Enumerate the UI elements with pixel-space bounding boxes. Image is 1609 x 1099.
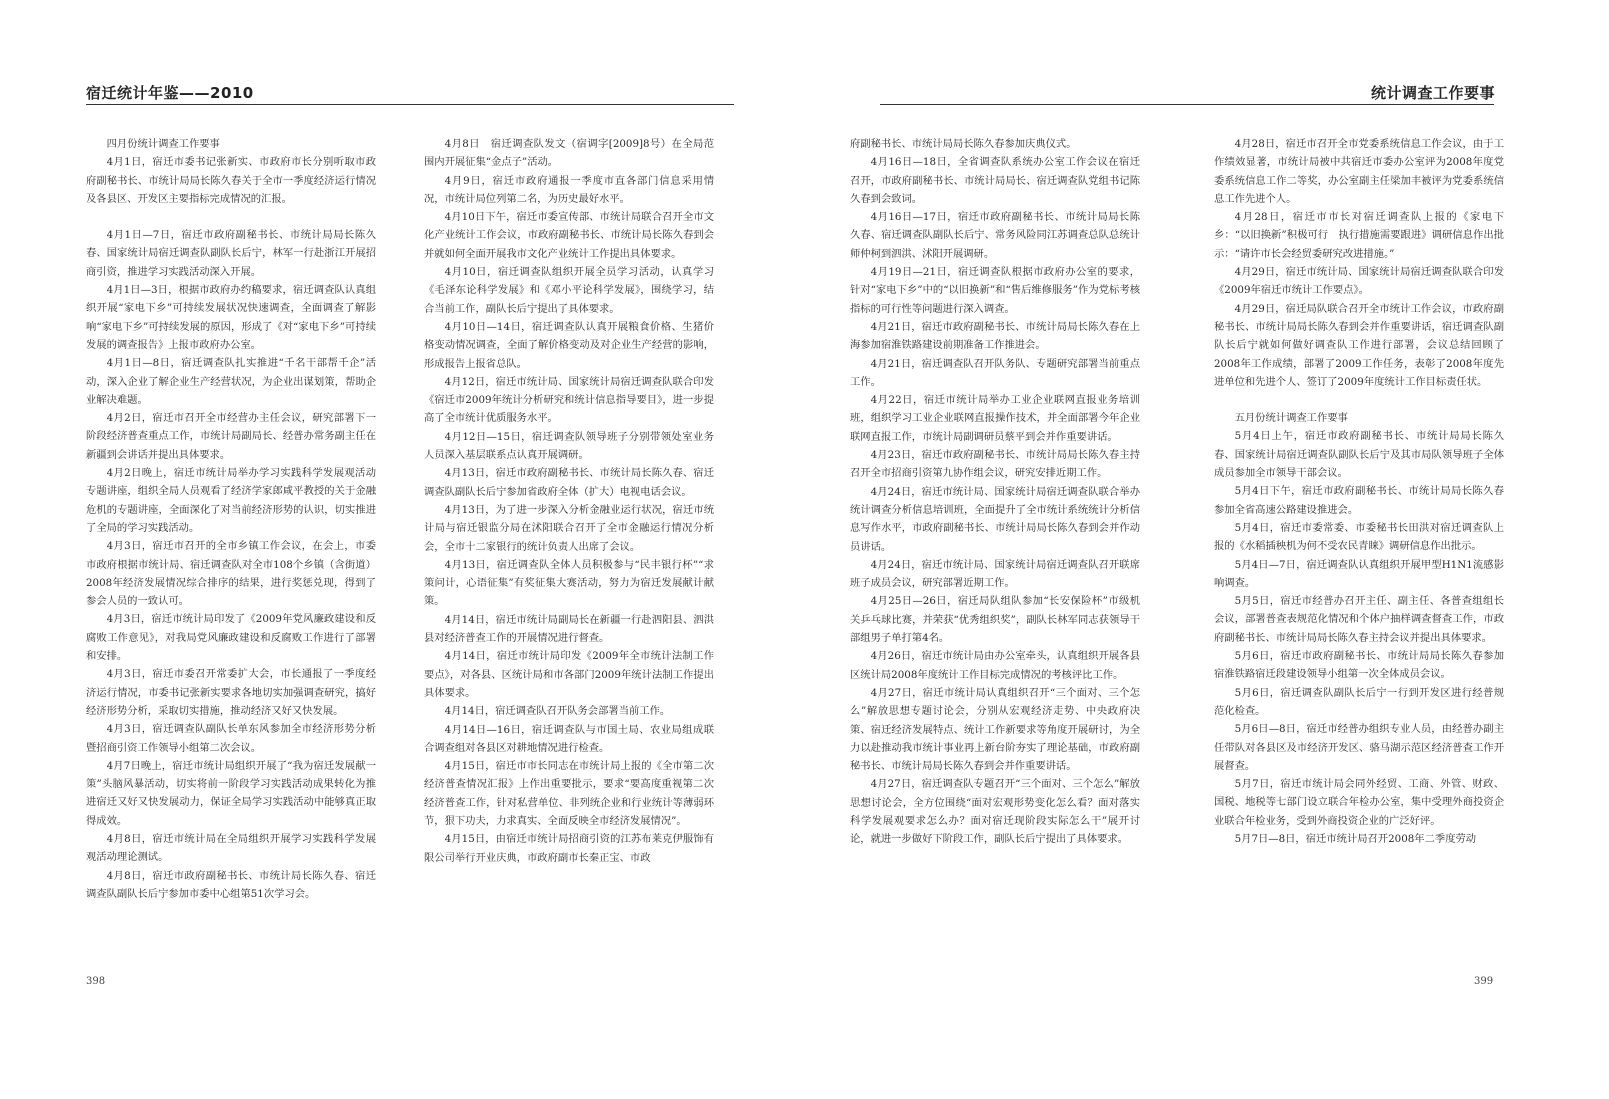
paragraph: 4月26日，宿迁市统计局由办公室牵头，认真组织开展各县区统计局2008年度统计工作目标完成情况的考核评比工作。	[850, 650, 1140, 681]
paragraph: 4月1日，宿迁市委书记张新实、市政府市长分别听取市政府副秘书长、市统计局局长陈久春关于全市一季度经济运行情况及各县区、开发区主要指标完成情况的汇报。	[86, 156, 376, 205]
paragraph: 5月7日—8日，宿迁市统计局召开2008年二季度劳动	[1234, 832, 1477, 845]
page-number-left: 398	[86, 976, 106, 987]
paragraph: 5月4日上午，宿迁市政府副秘书长、市统计局局长陈久春、国家统计局宿迁调查队副队长后宁及其市局队领导班子全体成员参加全市领导干部会议。	[1214, 430, 1504, 480]
paragraph: 4月27日，宿迁调查队专题召开“三个面对、三个怎么”解放思想讨论会，全方位围绕“面对宏观形势变化怎么看？面对落实科学发展观要求怎么办？面对宿迁现阶段实际怎么干”展开讨论，就进一步做好下阶段工作，副队长后宁提出了具体要求。	[850, 778, 1140, 846]
paragraph: 5月4日下午，宿迁市政府副秘书长、市统计局局长陈久春参加全省高速公路建设推进会。	[1214, 485, 1504, 516]
header-rule	[86, 104, 734, 105]
paragraph: 4月24日，宿迁市统计局、国家统计局宿迁调查队召开联席班子成员会议，研究部署近期工作。	[850, 558, 1140, 590]
paragraph: 4月13日，为了进一步深入分析金融业运行状况，宿迁市统计局与宿迁银监分局在沭阳联合召开了全市金融运行情况分析会，全市十二家银行的统计负责人出席了会议。	[424, 503, 714, 553]
paragraph: 4月28日，宿迁市市长对宿迁调查队上报的《家电下乡：“以旧换新”积极可行 执行措施需要跟进》调研信息作出批示：“请许市长会经贸委研究改进措施。”	[1214, 211, 1504, 260]
paragraph: 4月14日，宿迁市统计局副局长在新疆一行赴泗阳县、泗洪县对经济普查工作的开展情况进行督查。	[424, 613, 714, 645]
paragraph: 4月16日—17日，宿迁市政府副秘书长、市统计局局长陈久春、宿迁调查队副队长后宁、常务风险同江苏调查总队总统计师仲柯到泗洪、沭阳开展调研。	[850, 211, 1140, 260]
paragraph: 4月2日，宿迁市召开全市经营办主任会议，研究部署下一阶段经济普查重点工作，市统计局副局长、经普办常务副主任在新疆到会讲话并提出具体要求。	[86, 412, 376, 461]
paragraph: 5月6日—8日，宿迁市经普办组织专业人员，由经普办副主任带队对各县区及市经济开发区、骆马湖示范区经济普查工作开展督查。	[1214, 723, 1504, 772]
paragraph: 5月5日，宿迁市经普办召开主任、副主任、各普查组组长会议，部署普查表规范化情况和个体户抽样调查督查工作，市政府副秘书长、市统计局局长陈久春主持会议并提出具体要求。	[1214, 595, 1504, 644]
paragraph: 4月19日—21日，宿迁调查队根据市政府办公室的要求，针对“家电下乡”中的“以旧换新”和“售后维修服务”作为党标考核指标的可行性等问题进行深入调查。	[850, 266, 1140, 315]
text-column-4	[1214, 135, 1504, 848]
paragraph: 4月3日，宿迁市委召开常委扩大会，市长通报了一季度经济运行情况，市委书记张新实要求各地切实加强调查研究，搞好经济形势分析，采取切实措施，推动经济又好又快发展。	[86, 668, 376, 717]
paragraph: 4月23日，宿迁市政府副秘书长、市统计局局长陈久春主持召开全市招商引资第九协作组会议，研究安排近期工作。	[850, 449, 1140, 480]
paragraph: 4月16日—18日，全省调查队系统办公室工作会议在宿迁召开，市政府副秘书长、市统计局局长、宿迁调查队党组书记陈久春到会致词。	[850, 156, 1140, 205]
paragraph: 4月24日，宿迁市统计局、国家统计局宿迁调查队联合举办统计调查分析信息培训班，全面提升了全市统计系统统计分析信息写作水平，市政府副秘书长、市统计局局长陈久春到会并作动员讲话。	[850, 485, 1140, 553]
header-rule	[880, 104, 1494, 105]
paragraph: 4月13日，宿迁市政府副秘书长、市统计局长陈久春、宿迁调查队副队长后宁参加省政府全体（扩大）电视电话会议。	[424, 467, 714, 498]
paragraph: 4月28日，宿迁市召开全市党委系统信息工作会议，由于工作绩效显著，市统计局被中共宿迁市委办公室评为2008年度党委系统信息工作二等奖，办公室副主任梁加丰被评为党委系统信息工作先进个人。	[1214, 138, 1504, 205]
right-page	[804, 0, 1609, 1099]
paragraph: 4月15日，宿迁市市长同志在市统计局上报的《全市第二次经济普查情况汇报》上作出重要批示，要求“要高度重视第二次经济普查工作，针对私营单位、非列统企业和行业统计等薄弱环节，狠下功夫，力求真实、全面反映全市经济发展情况”。	[424, 760, 714, 827]
paragraph: 4月1日—7日，宿迁市政府副秘书长、市统计局局长陈久春、国家统计局宿迁调查队副队长后宁，林军一行赴浙江开展招商引资，推进学习实践活动深入开展。	[86, 229, 376, 278]
paragraph: 4月1日—3日，根据市政府办约稿要求，宿迁调查队认真组织开展“家电下乡”可持续发展状况快速调查，全面调查了解影响“家电下乡”可持续发展的原因，形成了《对“家电下乡”可持续发展的调查报告》上报市政府办公室。	[86, 284, 376, 351]
paragraph: 4月21日，宿迁调查队召开队务队、专题研究部署当前重点工作。	[850, 357, 1140, 388]
paragraph: 4月3日，宿迁调查队副队长单东风参加全市经济形势分析暨招商引资工作领导小组第二次会议。	[86, 723, 376, 754]
paragraph: 4月29日，宿迁局队联合召开全市统计工作会议，市政府副秘书长、市统计局局长陈久春到会并作重要讲话，宿迁调查队副队长后宁就如何做好调查队工作进行部署，会议总结回顾了2008年工作成绩，部署了2009工作任务，表彰了2008年度先进单位和先进个人、签订了2009年度统计工作目标责任状。	[1214, 302, 1504, 388]
section-heading: 四月份统计调查工作要事	[106, 138, 220, 150]
paragraph: 4月29日，宿迁市统计局、国家统计局宿迁调查队联合印发《2009年宿迁市统计工作要点》。	[1214, 266, 1504, 297]
running-header-right: 统计调查工作要事	[1370, 84, 1495, 102]
paragraph: 4月15日，由宿迁市统计局招商引资的江苏布莱克伊服饰有限公司举行开业庆典，市政府副市长秦正宝、市政	[424, 833, 714, 864]
paragraph: 4月14日，宿迁市统计局印发《2009年全市统计法制工作要点》，对各县、区统计局和市各部门2009年统计法制工作提出具体要求。	[424, 650, 714, 699]
paragraph: 5月4日—7日，宿迁调查队认真组织开展甲型H1N1流感影响调查。	[1214, 558, 1504, 589]
paragraph: 4月10日，宿迁调查队组织开展全员学习活动，认真学习《毛泽东论科学发展》和《邓小平论科学发展》，围绕学习，结合当前工作，副队长后宁提出了具体要求。	[424, 266, 714, 315]
paragraph: 4月8日，宿迁市统计局在全局组织开展学习实践科学发展观活动理论测试。	[86, 832, 376, 864]
section-heading: 五月份统计调查工作要事	[1234, 412, 1348, 425]
paragraph: 4月10日下午，宿迁市委宣传部、市统计局联合召开全市文化产业统计工作会议，市政府副秘书长、市统计局长陈久春到会并就如何全面开展我市文化产业统计工作提出具体要求。	[424, 211, 714, 260]
paragraph: 4月8日，宿迁市政府副秘书长、市统计局长陈久春、宿迁调查队副队长后宁参加市委中心组第51次学习会。	[86, 869, 376, 900]
text-column-2	[424, 135, 714, 867]
paragraph: 4月13日，宿迁调查队全体人员积极参与“民丰银行杯”“求策问计，心语征集”有奖征集大赛活动，努力为宿迁发展献计献策。	[424, 558, 714, 608]
paragraph: 5月4日，宿迁市委常委、市委秘书长田洪对宿迁调查队上报的《水稻插秧机为何不受农民青睐》调研信息作出批示。	[1214, 521, 1504, 553]
running-header-left: 宿迁统计年鉴——2010	[86, 84, 254, 102]
paragraph: 4月21日，宿迁市政府副秘书长、市统计局局长陈久春在上海参加宿淮铁路建设前期准备工作推进会。	[850, 320, 1140, 352]
paragraph: 4月7日晚上，宿迁市统计局组织开展了“我为宿迁发展献一策”头脑风暴活动，切实将前一阶段学习实践活动成果转化为推进宿迁又好又快发展动力，保证全局学习实践活动中能够真正取得成效。	[86, 759, 376, 827]
text-column-3	[850, 135, 1140, 849]
paragraph: 4月8日 宿迁调查队发文（宿调字[2009]8号）在全局范围内开展征集“金点子”活动。	[424, 138, 714, 169]
left-page	[0, 0, 804, 1099]
paragraph: 4月10日—14日，宿迁调查队认真开展粮食价格、生猪价格变动情况调查，全面了解价格变动及对企业生产经营的影响，形成报告上报省总队。	[424, 320, 714, 370]
paragraph: 4月9日，宿迁市政府通报一季度市直各部门信息采用情况，市统计局位列第二名，为历史最好水平。	[424, 174, 714, 205]
text-column-1	[86, 135, 376, 903]
paragraph: 4月14日，宿迁调查队召开队务会部署当前工作。	[444, 705, 671, 718]
paragraph: 4月25日—26日，宿迁局队组队参加“长安保险杯”市级机关乒乓球比赛，并荣获“优秀组织奖”，副队长林军同志获领导干部组男子单打第4名。	[850, 595, 1140, 645]
paragraph: 4月1日—8日，宿迁调查队扎实推进“千名干部帮千企”活动，深入企业了解企业生产经营状况，为企业出谋划策，帮助企业解决难题。	[86, 357, 376, 406]
paragraph: 4月12日—15日，宿迁调查队领导班子分别带领处室业务人员深入基层联系点认真开展调研。	[424, 430, 714, 462]
paragraph: 4月3日，宿迁市召开的全市乡镇工作会议，在会上，市委市政府根据市统计局、宿迁调查队对全市108个乡镇（含街道）2008年经济发展情况综合排序的结果，进行奖惩兑现，得到了参会人员的一致认可。	[86, 540, 376, 608]
paragraph: 4月22日，宿迁市统计局举办工业企业联网直报业务培训班，组织学习工业企业联网直报操作技术，并全面部署今年企业联网直报工作，市统计局副调研员蔡平到会并作重要讲话。	[850, 394, 1140, 443]
paragraph: 4月27日，宿迁市统计局认真组织召开“三个面对、三个怎么”解放思想专题讨论会，分别从宏观经济走势、中央政府决策、宿迁经济发展特点、统计工作新要求等角度开展研讨，为全力以赴推动我市统计事业再上新台阶夯实了理论基础，市政府副秘书长、市统计局局长陈久春到会并作重要讲话。	[850, 686, 1140, 773]
paragraph: 5月6日，宿迁市政府副秘书长、市统计局局长陈久春参加宿淮铁路宿迁段建设领导小组第一次全体成员会议。	[1214, 650, 1504, 681]
paragraph: 4月3日，宿迁市统计局印发了《2009年党风廉政建设和反腐败工作意见》，对我局党风廉政建设和反腐败工作进行了部署和安排。	[86, 613, 376, 663]
paragraph: 4月12日，宿迁市统计局、国家统计局宿迁调查队联合印发《宿迁市2009年统计分析研究和统计信息指导要目》，进一步提高了全市统计优质服务水平。	[424, 375, 714, 425]
paragraph: 4月14日—16日，宿迁调查队与市国土局、农业局组成联合调查组对各县区对耕地情况进行检查。	[424, 723, 714, 754]
paragraph: 府副秘书长、市统计局局长陈久春参加庆典仪式。	[850, 138, 1077, 150]
paragraph: 4月2日晚上，宿迁市统计局举办学习实践科学发展观活动专题讲座，组织全局人员观看了经济学家郎咸平教授的关于金融危机的专题讲座，全面深化了对当前经济形势的认识，切实推进了全局的学习实践活动。	[86, 467, 376, 534]
paragraph: 5月6日，宿迁调查队副队长后宁一行到开发区进行经普规范化检查。	[1214, 686, 1504, 717]
page-number-right: 399	[1474, 976, 1494, 987]
paragraph: 5月7日，宿迁市统计局会同外经贸、工商、外管、财政、国税、地税等七部门设立联合年检办公室，集中受理外商投资企业联合年检业务，受到外商投资企业的广泛好评。	[1214, 778, 1504, 827]
